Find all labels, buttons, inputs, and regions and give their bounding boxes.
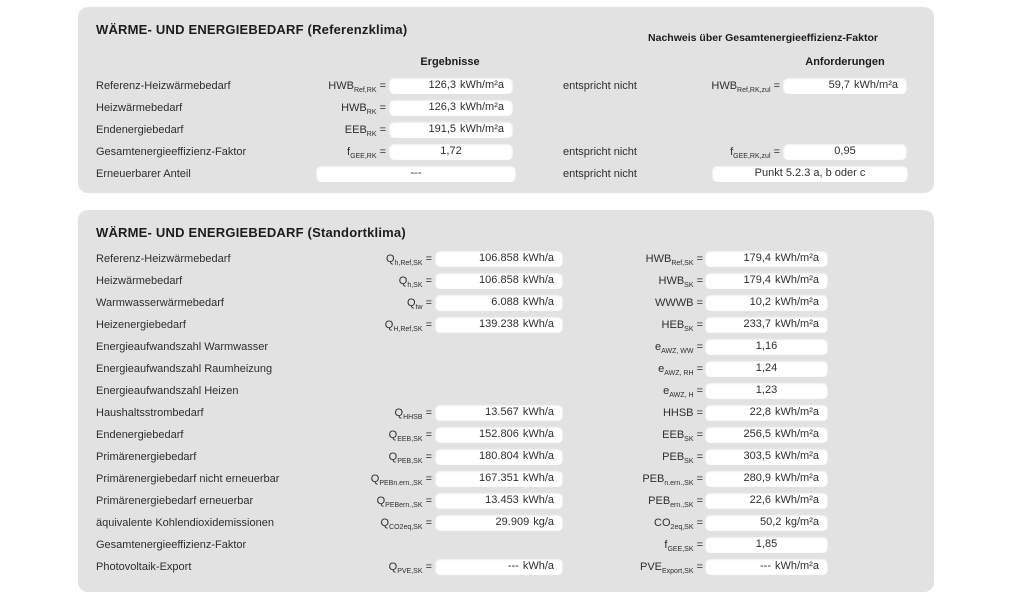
row-label: Referenz-Heizwärmebedarf <box>96 253 231 265</box>
value-box <box>705 272 828 289</box>
value-box <box>705 448 828 465</box>
unit-text: kWh/m²a <box>775 494 819 506</box>
row-label: Referenz-Heizwärmebedarf <box>96 80 231 92</box>
value-box <box>389 143 513 160</box>
value-box <box>705 426 828 443</box>
value-text: 13.567 <box>485 406 519 418</box>
row-symbol: $e_{AWZ, WW}$ = <box>654 341 703 355</box>
unit-text: kWh/m²a <box>460 123 504 135</box>
unit-text: kWh/a <box>522 560 554 572</box>
table-row <box>78 294 934 312</box>
unit-text: kWh/a <box>522 318 554 330</box>
value-box <box>389 77 513 94</box>
value-text: 10,2 <box>749 296 771 308</box>
table-row <box>78 448 934 466</box>
value-text: 0,95 <box>834 145 856 157</box>
status-text: entspricht nicht <box>563 146 637 158</box>
status-text: entspricht nicht <box>563 168 637 180</box>
row-symbol: $Q_{h,SK}$ = <box>398 275 432 289</box>
value-box <box>435 316 563 333</box>
unit-text: kWh/m²a <box>775 450 819 462</box>
row-symbol: $Q_{EEB,SK}$ = <box>388 429 432 443</box>
unit-text: kWh/m²a <box>460 79 504 91</box>
unit-text: kWh/m²a <box>460 101 504 113</box>
value-text: Punkt 5.2.3 a, b oder c <box>754 167 866 179</box>
table-row <box>78 492 934 510</box>
value-box <box>435 294 563 311</box>
value-box <box>316 165 516 182</box>
row-symbol: $Q_{HHSB}$ = <box>394 407 432 421</box>
table-row <box>78 316 934 334</box>
value-text: 191,5 <box>428 123 456 135</box>
table-row <box>78 250 934 268</box>
unit-text: kg/a <box>533 516 554 528</box>
value-text: 50,2 <box>759 516 782 528</box>
unit-text: kWh/a <box>522 428 554 440</box>
row-label: Energieaufwandszahl Heizen <box>96 385 239 397</box>
row-label: Gesamtenergieeffizienz-Faktor <box>96 146 247 158</box>
table-row <box>78 77 934 95</box>
value-text: 280,9 <box>743 472 771 484</box>
row-symbol: $PEB_{ern.,SK}$ = <box>648 495 703 509</box>
value-text: --- <box>760 560 771 572</box>
value-box <box>705 492 828 509</box>
row-symbol: $PVE_{Export,SK}$ = <box>639 561 703 575</box>
value-text: 29.909 <box>495 516 530 528</box>
value-box <box>712 165 908 182</box>
row-symbol: $HWB_{Ref,RK,zul}$ = <box>711 80 780 94</box>
value-text: 126,3 <box>428 101 456 113</box>
table-row <box>78 470 934 488</box>
row-label: Primärenergiebedarf erneuerbar <box>96 495 254 507</box>
table-row <box>78 143 934 161</box>
value-text: 1,72 <box>440 145 462 157</box>
value-text: 6.088 <box>491 296 519 308</box>
unit-text: kWh/m²a <box>775 472 819 484</box>
value-text: 139.238 <box>479 318 519 330</box>
value-box <box>389 121 513 138</box>
table-row <box>78 99 934 117</box>
row-symbol: $f_{GEE,RK}$ = <box>347 146 386 160</box>
value-text: 106.858 <box>479 274 519 286</box>
row-label: Primärenergiebedarf <box>96 451 197 463</box>
row-symbol: $Q_{PEBn.ern.,SK}$ = <box>370 473 432 487</box>
unit-text: kWh/m²a <box>775 296 819 308</box>
row-label: Heizenergiebedarf <box>96 319 186 331</box>
unit-text: kWh/a <box>522 450 554 462</box>
value-box <box>389 99 513 116</box>
table-row <box>78 404 934 422</box>
value-box <box>435 492 563 509</box>
value-text: 59,7 <box>828 79 850 91</box>
value-text: 303,5 <box>743 450 771 462</box>
row-label: Endenergiebedarf <box>96 124 184 136</box>
results-column-header: Ergebnisse <box>420 56 480 68</box>
value-box <box>435 404 563 421</box>
value-box <box>705 360 828 377</box>
unit-text: kWh/m²a <box>775 428 819 440</box>
value-text: --- <box>507 560 519 572</box>
table-row <box>78 165 934 183</box>
value-box <box>705 250 828 267</box>
table-row <box>78 514 934 532</box>
value-box <box>705 404 828 421</box>
row-label: Warmwasserwärmebedarf <box>96 297 224 309</box>
row-symbol: HHSB = <box>662 407 703 419</box>
value-text: 179,4 <box>743 252 771 264</box>
value-text: 106.858 <box>479 252 519 264</box>
unit-text: kg/m²a <box>785 516 819 528</box>
value-text: 256,5 <box>743 428 771 440</box>
row-symbol: $Q_{CO2eq,SK}$ = <box>380 517 432 531</box>
row-symbol: $PEB_{n.ern.,SK}$ = <box>642 473 703 487</box>
standortklima-panel <box>78 210 934 592</box>
value-box <box>435 426 563 443</box>
unit-text: kWh/m²a <box>775 252 819 264</box>
row-label: Energieaufwandszahl Raumheizung <box>96 363 273 375</box>
value-text: 13.453 <box>485 494 519 506</box>
row-symbol: $Q_{h,Ref,SK}$ = <box>385 253 432 267</box>
value-box <box>435 448 563 465</box>
value-box <box>435 272 563 289</box>
value-box <box>783 143 907 160</box>
standortklima-title: WÄRME- UND ENERGIEBEDARF (Standortklima) <box>96 225 406 240</box>
row-symbol: $HWB_{Ref,SK}$ = <box>645 253 703 267</box>
value-box <box>435 514 563 531</box>
value-box <box>435 250 563 267</box>
row-label: Energieaufwandszahl Warmwasser <box>96 341 268 353</box>
status-text: entspricht nicht <box>563 80 637 92</box>
row-symbol: $e_{AWZ, H}$ = <box>663 385 703 399</box>
row-label: äquivalente Kohlendioxidemissionen <box>96 517 274 529</box>
row-label: Heizwärmebedarf <box>96 102 183 114</box>
value-text: 152.806 <box>479 428 519 440</box>
row-label: Erneuerbarer Anteil <box>96 168 191 180</box>
table-row <box>78 360 934 378</box>
value-box <box>705 382 828 399</box>
value-box <box>705 514 828 531</box>
unit-text: kWh/a <box>522 472 554 484</box>
value-box <box>705 316 828 333</box>
row-symbol: $PEB_{SK}$ = <box>662 451 703 465</box>
unit-text: kWh/m²a <box>854 79 898 91</box>
value-box <box>705 294 828 311</box>
value-text: 179,4 <box>743 274 771 286</box>
table-row <box>78 338 934 356</box>
value-text: 167.351 <box>479 472 519 484</box>
value-box <box>435 558 563 575</box>
row-symbol: $Q_{H,Ref,SK}$ = <box>384 319 432 333</box>
value-text: --- <box>410 167 422 179</box>
row-label: Heizwärmebedarf <box>96 275 183 287</box>
table-row <box>78 121 934 139</box>
proof-title: Nachweis über Gesamtenergieeffizienz-Faktor <box>648 32 878 44</box>
value-box <box>705 470 828 487</box>
row-symbol: $Q_{PEBern.,SK}$ = <box>376 495 432 509</box>
row-symbol: $HWB_{Ref,RK}$ = <box>328 80 386 94</box>
row-symbol: $e_{AWZ, RH}$ = <box>658 363 703 377</box>
value-text: 22,6 <box>749 494 771 506</box>
row-symbol: $Q_{PEB,SK}$ = <box>388 451 432 465</box>
row-symbol: $EEB_{RK}$ = <box>344 124 386 138</box>
row-symbol: $f_{GEE,RK,zul}$ = <box>730 146 780 160</box>
table-row <box>78 558 934 576</box>
value-text: 1,85 <box>755 538 778 550</box>
unit-text: kWh/a <box>522 274 554 286</box>
unit-text: kWh/m²a <box>775 318 819 330</box>
unit-text: kWh/a <box>522 494 554 506</box>
unit-text: kWh/a <box>522 252 554 264</box>
value-text: 180.804 <box>479 450 519 462</box>
row-symbol: $f_{GEE,SK}$ = <box>664 539 703 553</box>
row-symbol: $EEB_{SK}$ = <box>662 429 703 443</box>
value-text: 1,16 <box>755 340 778 352</box>
unit-text: kWh/m²a <box>775 560 819 572</box>
table-row <box>78 272 934 290</box>
row-symbol: $Q_{tw}$ = <box>406 297 432 311</box>
value-text: 233,7 <box>743 318 771 330</box>
row-label: Haushaltsstrombedarf <box>96 407 204 419</box>
value-box <box>705 558 828 575</box>
table-row <box>78 426 934 444</box>
value-box <box>783 77 907 94</box>
referenzklima-title: WÄRME- UND ENERGIEBEDARF (Referenzklima) <box>96 22 408 37</box>
row-symbol: $CO_{2eq,SK}$ = <box>654 517 703 531</box>
row-symbol: $HWB_{RK}$ = <box>341 102 386 116</box>
row-symbol: $HWB_{SK}$ = <box>658 275 703 289</box>
requirements-column-header: Anforderungen <box>805 56 885 68</box>
value-text: 1,24 <box>755 362 778 374</box>
row-label: Primärenergiebedarf nicht erneuerbar <box>96 473 280 485</box>
unit-text: kWh/m²a <box>775 406 819 418</box>
row-symbol: WWWB = <box>655 297 703 309</box>
unit-text: kWh/a <box>522 406 554 418</box>
value-text: 22,8 <box>749 406 771 418</box>
table-row <box>78 382 934 400</box>
unit-text: kWh/a <box>522 296 554 308</box>
row-symbol: $Q_{PVE,SK}$ = <box>388 561 432 575</box>
value-box <box>705 338 828 355</box>
row-label: Endenergiebedarf <box>96 429 184 441</box>
value-box <box>705 536 828 553</box>
row-symbol: $HEB_{SK}$ = <box>661 319 703 333</box>
row-label: Gesamtenergieeffizienz-Faktor <box>96 539 247 551</box>
row-label: Photovoltaik-Export <box>96 561 192 573</box>
value-box <box>435 470 563 487</box>
referenzklima-panel <box>78 7 934 193</box>
table-row <box>78 536 934 554</box>
value-text: 1,23 <box>755 384 778 396</box>
unit-text: kWh/m²a <box>775 274 819 286</box>
value-text: 126,3 <box>428 79 456 91</box>
